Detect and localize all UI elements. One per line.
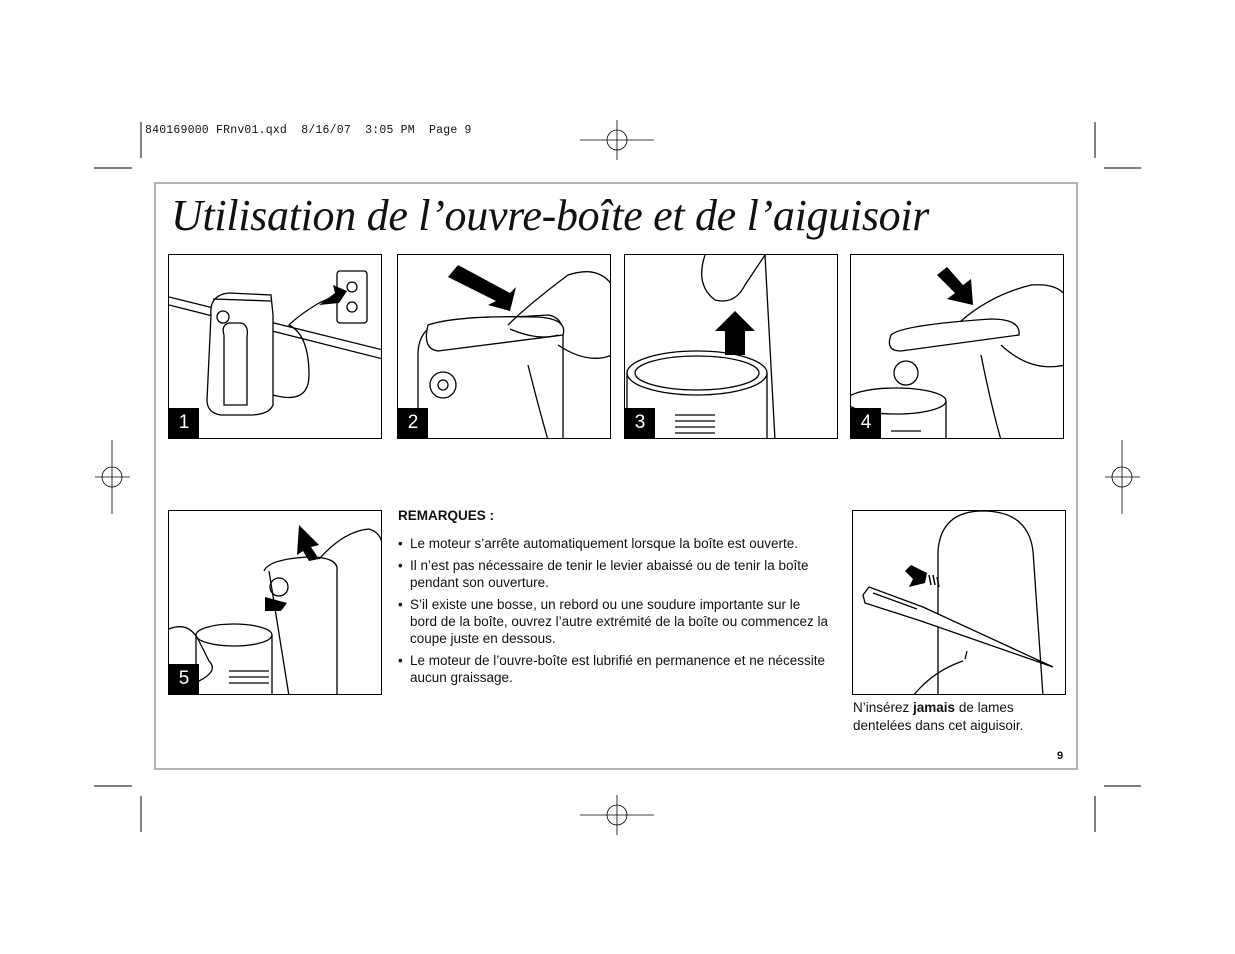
- notes-section: [398, 507, 828, 691]
- notes-list: [398, 535, 828, 686]
- step-number: 2: [398, 408, 428, 438]
- step-number: 4: [851, 408, 881, 438]
- page-number: 9: [1057, 750, 1064, 762]
- step-2-illustration: [397, 254, 611, 439]
- note-item: • Le moteur de l’ouvre-boîte est lubrifié en permanence et ne nécessite aucun graissage.: [398, 652, 828, 686]
- step-number: 1: [169, 408, 199, 438]
- note-item: • Le moteur s’arrête automatiquement lorsque la boîte est ouverte.: [398, 535, 828, 552]
- note-item: • Il n’est pas nécessaire de tenir le levier abaissé ou de tenir la boîte pendant son ouverture.: [398, 557, 828, 591]
- notes-heading: REMARQUES :: [398, 508, 495, 523]
- caption-text-after: de lames dentelées dans cet aiguisoir.: [853, 700, 1024, 733]
- press-lever-drawing: [851, 255, 1064, 439]
- note-item: • S’il existe une bosse, un rebord ou une soudure importante sur le bord de la boîte, ouvrez l’autre extrémité de la boîte ou commencez la coupe juste en dessous.: [398, 596, 828, 647]
- step-3-illustration: [624, 254, 838, 439]
- sharpener-illustration: [852, 510, 1066, 695]
- step-4-illustration: [850, 254, 1064, 439]
- remove-can-drawing: [169, 511, 382, 695]
- page-title: Utilisation de l’ouvre-boîte et de l’aiguisoir: [171, 191, 930, 240]
- place-can-drawing: [625, 255, 838, 439]
- step-number: 3: [625, 408, 655, 438]
- step-number: 5: [169, 664, 199, 694]
- caption-text-before: N’insérez: [853, 700, 914, 715]
- step-1-illustration: [168, 254, 382, 439]
- lift-lever-drawing: [398, 255, 611, 439]
- print-slug: 840169000 FRnv01.qxd 8/16/07 3:05 PM Page 9: [145, 124, 472, 137]
- caption-emphasis: jamais: [913, 700, 956, 715]
- sharpener-caption: [853, 699, 1073, 735]
- can-opener-plugged-in-drawing: [169, 255, 382, 439]
- step-5-illustration: [168, 510, 382, 695]
- knife-sharpener-drawing: [853, 511, 1066, 695]
